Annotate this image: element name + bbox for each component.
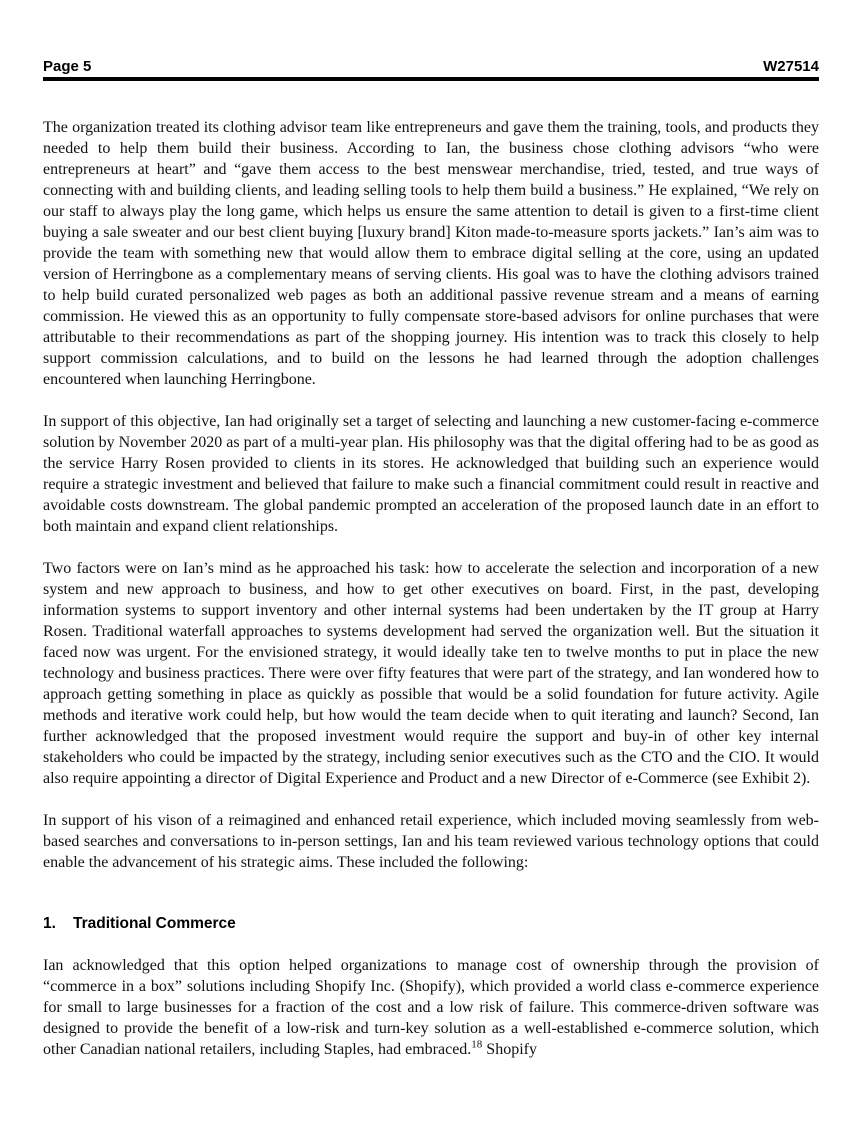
paragraph-clothing-advisors: The organization treated its clothing advisor team like entrepreneurs and gave them the training, tools, and products they needed to help them build their business. According to Ian, the business chose clothing advisors “who were entrepreneurs at heart” and “gave them access to the best menswear merchandise, tried, tested, and true ways of connecting with and building clients, and leading selling tools to help them build a business.” He explained, “We rely on our staff to always play the long game, which helps us ensure the same attention to detail is given to a first-time client buying a sale sweater and our best client buying [luxury brand] Kiton made-to-measure sports jackets.” Ian’s aim was to provide the team with something new that would allow them to embrace digital selling at the core, using an updated version of Herringbone as a complementary means of serving clients. His goal was to have the clothing advisors trained to help build curated personalized web pages as both an additional passive revenue stream and a means of earning commission. He viewed this as an opportunity to fully compensate store-based advisors for online purchases that were attributable to their recommendations as part of the shopping journey. His intention was to track this closely to help support commission calculations, and to build on the lessons he had learned through the adoption challenges encountered when launching Herringbone.: [43, 119, 819, 388]
paragraph-technology-options: In support of his vison of a reimagined and enhanced retail experience, which included moving seamlessly from web-based searches and conversations to in-person settings, Ian and his team reviewed various technology options that could enable the advancement of his strategic aims. These included the following:: [43, 812, 819, 871]
paragraph-two-factors: Two factors were on Ian’s mind as he approached his task: how to accelerate the selection and incorporation of a new system and new approach to business, and how to get other executives on board. First, in the past, developing information systems to support inventory and other internal systems had been undertaken by the IT group at Harry Rosen. Traditional waterfall approaches to systems development had served the organization well. But the situation it faced now was urgent. For the envisioned strategy, it would ideally take ten to twelve months to put in place the new technology and business practices. There were over fifty features that were part of the strategy, and Ian wondered how to approach getting something in place as quickly as possible that would be a solid foundation for future activity. Agile methods and iterative work could help, but how would the team decide when to quit iterating and launch? Second, Ian further acknowledged that the proposed investment would require the support and buy-in of other key internal stakeholders who could be impacted by the strategy, including senior executives such as the CTO and the CIO. It would also require appointing a director of Digital Experience and Product and a new Director of e-Commerce (see Exhibit 2).: [43, 560, 819, 787]
footnote-reference: 18: [471, 1038, 483, 1051]
paragraph-text: Ian acknowledged that this option helped organizations to manage cost of ownership through the provision of “commerce in a box” solutions including Shopify Inc. (Shopify), which provided a world class e-commerce experience for small to large businesses for a fraction of the cost and a low risk of failure. This commerce-driven software was designed to provide the benefit of a low-risk and turn-key solution as a well-established e-commerce solution, which other Canadian national retailers, including Staples, had embraced.: [43, 957, 819, 1058]
section-number: 1.: [43, 915, 56, 932]
section-title: Traditional Commerce: [73, 915, 236, 932]
paragraph-ecommerce-objective: In support of this objective, Ian had originally set a target of selecting and launching a new customer-facing e-commerce solution by November 2020 as part of a multi-year plan. His philosophy was that the digital offering had to be as good as the service Harry Rosen provided to clients in its stores. He acknowledged that building such an experience would require a strategic investment and believed that failure to make such a financial commitment could result in reactive and avoidable costs downstream. The global pandemic prompted an acceleration of the proposed launch date in an effort to both maintain and expand client relationships.: [43, 413, 819, 535]
page-header: [43, 58, 819, 76]
paragraph-traditional-commerce: [43, 955, 819, 1060]
page-number: Page 5: [43, 58, 92, 75]
document-page: [43, 0, 819, 1132]
paragraph-trailing-text: Shopify: [482, 1041, 537, 1058]
document-code: W27514: [763, 58, 819, 75]
header-divider: [43, 77, 819, 81]
section-heading-traditional-commerce: [43, 913, 819, 934]
document-body: [43, 117, 819, 1081]
